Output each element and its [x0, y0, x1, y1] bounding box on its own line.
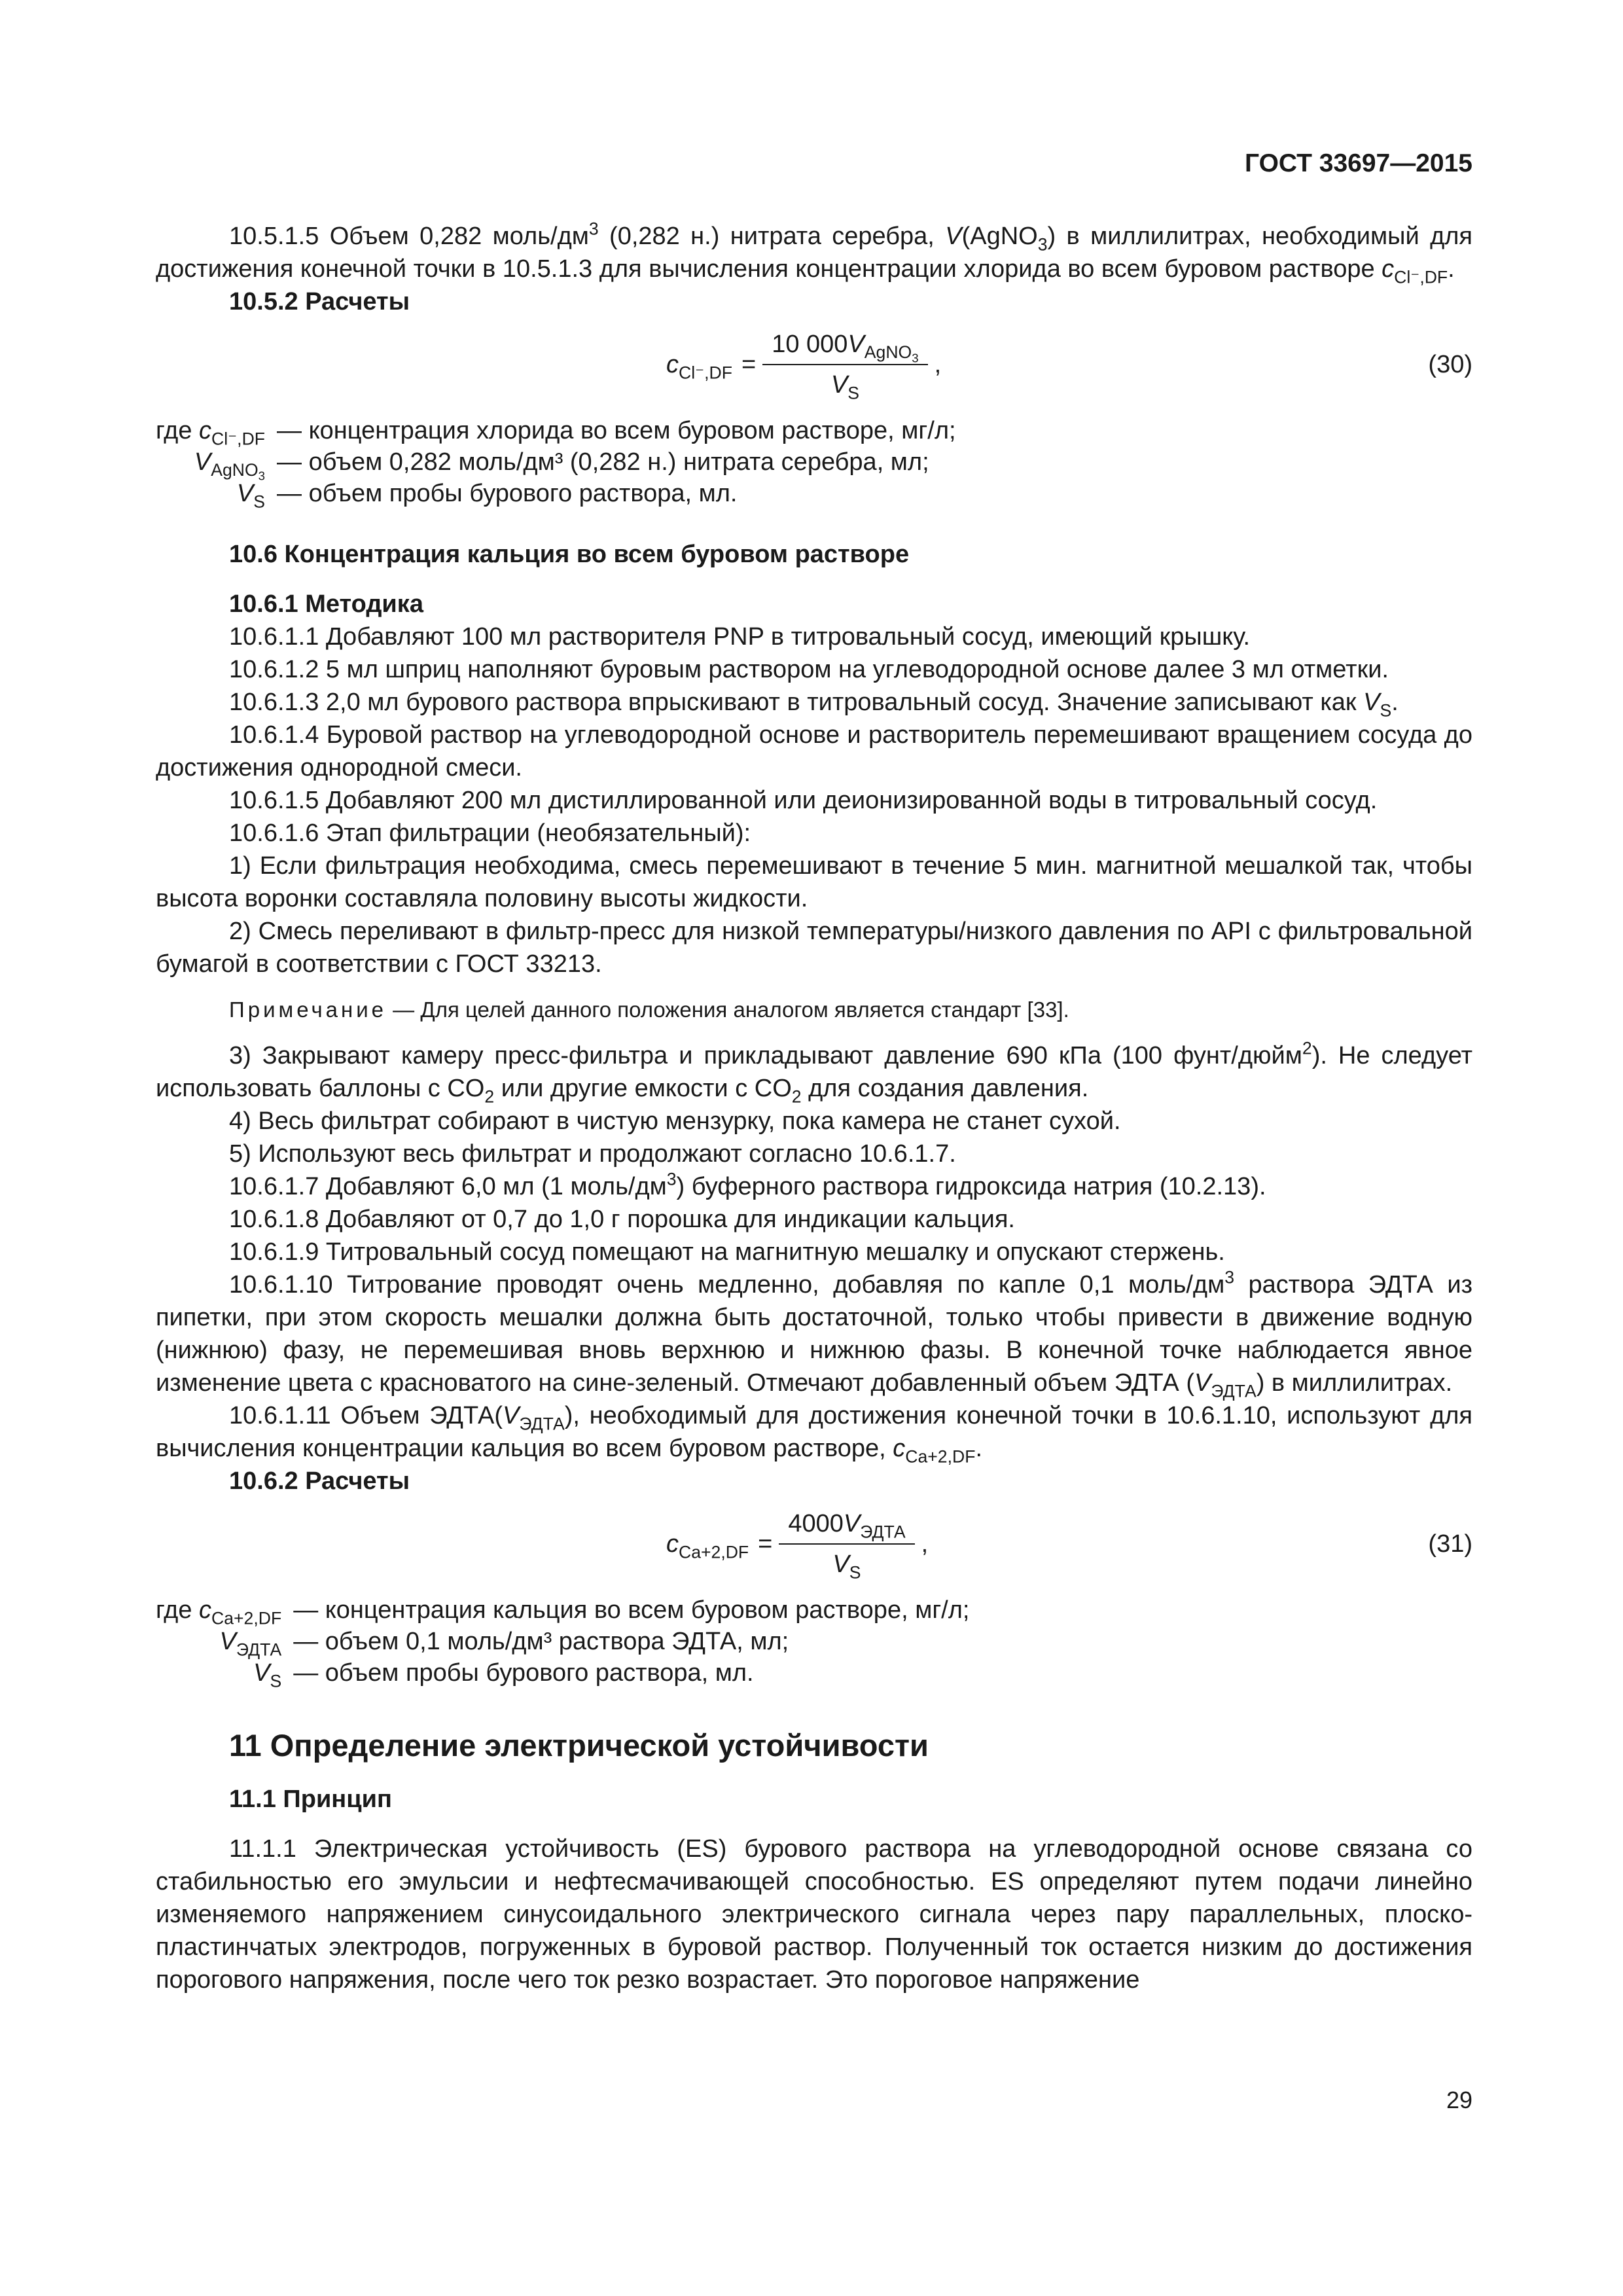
- heading-11: 11 Определение электрической устойчивости: [229, 1728, 929, 1763]
- heading-10-6: 10.6 Концентрация кальция во всем буровом растворе: [229, 541, 910, 568]
- note-label: Примечание: [229, 997, 387, 1022]
- formula-31-number: (31): [1428, 1530, 1472, 1558]
- where-description: — объем 0,282 моль/дм³ (0,282 н.) нитрата серебра, мл;: [277, 448, 929, 476]
- page-number: 29: [1446, 2087, 1472, 2113]
- paragraph-10-6-1-3: 10.6.1.3 2,0 мл бурового раствора впрыскивают в титровальный сосуд. Значение записывают как $V_S$.: [229, 689, 1399, 721]
- where-symbol: $V_S$: [253, 1659, 282, 1691]
- formula-31: [156, 1503, 1472, 1585]
- document-page: [156, 0, 1472, 2296]
- where-symbol: $V_{AgNO_3}$: [194, 448, 266, 483]
- paragraph-10-6-1-6: 10.6.1.6 Этап фильтрации (необязательный):: [229, 819, 751, 847]
- where-symbol: $V_S$: [236, 480, 266, 512]
- where-symbol: $V_{ЭДТА}$: [219, 1628, 282, 1660]
- where-symbol: где $c_{Ca+2,DF}$: [156, 1596, 282, 1628]
- formula-30-expression: $c_{Cl^-,DF}$ = $\frac{10 000V_{AgNO_3}}{V_S}$ ,: [666, 323, 941, 406]
- heading-11-1: 11.1 Принцип: [229, 1785, 392, 1813]
- paragraph-10-6-1-8: 10.6.1.8 Добавляют от 0,7 до 1,0 г порошка для индикации кальция.: [229, 1206, 1015, 1233]
- where-description: — концентрация хлорида во всем буровом растворе, мг/л;: [277, 417, 956, 444]
- note: Примечание — Для целей данного положения аналогом является стандарт [33].: [229, 997, 1069, 1022]
- formula-30-fraction: $\frac{10 000V_{AgNO_3}}{V_S}$: [762, 327, 927, 402]
- document-header: ГОСТ 33697—2015: [1245, 149, 1472, 177]
- where-description: — объем 0,1 моль/дм³ раствора ЭДТА, мл;: [293, 1628, 789, 1655]
- heading-10-6-1: 10.6.1 Методика: [229, 590, 423, 618]
- formula-31-fraction: $\frac{4000V_{ЭДТА}}{V_S}$: [779, 1507, 914, 1581]
- where-description: — объем пробы бурового раствора, мл.: [293, 1659, 754, 1687]
- where-list-30: [156, 415, 1472, 512]
- where-symbol: где $c_{Cl^-,DF}$: [156, 417, 266, 449]
- filtration-step-4: 4) Весь фильтрат собирают в чистую мензурку, пока камера не станет сухой.: [229, 1107, 1121, 1135]
- paragraph-10-6-1-1: 10.6.1.1 Добавляют 100 мл растворителя PNP в титровальный сосуд, имеющий крышку.: [229, 623, 1251, 651]
- heading-10-6-2: 10.6.2 Расчеты: [229, 1467, 410, 1495]
- paragraph-10-5-1-5: 10.5.1.5 Объем 0,282 моль/$дм^3$ (0,282 н.) нитрата серебра, V(AgNO$_3$) в миллилитрах, необходимый для достижения конечной точки в 10.5.1.3 для вычисления концентрации хлорида во всем буровом растворе $c_{Cl^-,DF}$.: [156, 219, 1472, 287]
- document-body: [156, 220, 1472, 1996]
- filtration-step-1: 1) Если фильтрация необходима, смесь перемешивают в течение 5 мин. магнитной мешалкой так, чтобы высота воронки составляла половину высоты жидкости.: [156, 852, 1472, 912]
- paragraph-10-6-1-2: 10.6.1.2 5 мл шприц наполняют буровым раствором на углеводородной основе далее 3 мл отметки.: [229, 656, 1389, 683]
- formula-30-number: (30): [1428, 351, 1472, 378]
- filtration-step-3: 3) Закрывают камеру пресс-фильтра и прикладывают давление 690 кПа (100 фунт/дюйм$^2$). Не следует использовать баллоны с $CO_2$ или другие емкости с $CO_2$ для создания давления.: [156, 1038, 1473, 1107]
- filtration-step-5: 5) Используют весь фильтрат и продолжают согласно 10.6.1.7.: [229, 1140, 956, 1168]
- paragraph-10-6-1-11: 10.6.1.11 Объем $ЭДТА(V_{ЭДТА})$, необходимый для достижения конечной точки в 10.6.1.10, используют для вычисления концентрации кальция во всем буровом растворе, $c_{Ca+2,DF}$.: [156, 1402, 1472, 1467]
- paragraph-10-6-1-10: 10.6.1.10 Титрование проводят очень медленно, добавляя по капле 0,1 моль/$дм^3$ раствора ЭДТА из пипетки, при этом скорость мешалки должна быть достаточной, только чтобы привести в движение водную (нижнюю) фазу, не перемешивая вновь верхнюю и нижнюю фазы. В конечной точке наблюдается явное изменение цвета с красноватого на сине-зеленый. Отмечают добавленный объем ЭДТА $(V_{ЭДТА})$ в миллилитрах.: [156, 1267, 1472, 1401]
- filtration-step-2: 2) Смесь переливают в фильтр-пресс для низкой температуры/низкого давления по API с фильтровальной бумагой в соответствии с ГОСТ 33213.: [156, 918, 1472, 978]
- paragraph-10-6-1-9: 10.6.1.9 Титровальный сосуд помещают на магнитную мешалку и опускают стержень.: [229, 1238, 1225, 1266]
- formula-31-expression: $c_{Ca+2,DF}$ = $\frac{4000V_{ЭДТА}}{V_S}$ ,: [666, 1503, 928, 1585]
- heading-10-5-2: 10.5.2 Расчеты: [229, 288, 410, 315]
- formula-30: [156, 323, 1472, 406]
- paragraph-10-6-1-5: 10.6.1.5 Добавляют 200 мл дистиллированной или деионизированной воды в титровальный сосуд.: [229, 787, 1378, 814]
- where-description: — концентрация кальция во всем буровом растворе, мг/л;: [293, 1596, 970, 1624]
- where-description: — объем пробы бурового раствора, мл.: [277, 480, 738, 507]
- paragraph-10-6-1-7: 10.6.1.7 Добавляют 6,0 мл (1 моль/$дм^3$) буферного раствора гидроксида натрия (10.2.13).: [229, 1169, 1266, 1200]
- paragraph-11-1-1: 11.1.1 Электрическая устойчивость (ES) бурового раствора на углеводородной основе связана со стабильностью его эмульсии и нефтесмачивающей способностью. ES определяют путем подачи линейно изменяемого напряжением синусоидального электрического сигнала через пару параллельных, плоско-пластинчатых электродов, погруженных в буровой раствор. Полученный ток остается низким до достижения порогового напряжения, после чего ток резко возрастает. Это пороговое напряжение: [156, 1835, 1472, 1994]
- paragraph-10-6-1-4: 10.6.1.4 Буровой раствор на углеводородной основе и растворитель перемешивают вращением сосуда до достижения однородной смеси.: [156, 721, 1472, 781]
- where-list-31: [156, 1594, 1472, 1689]
